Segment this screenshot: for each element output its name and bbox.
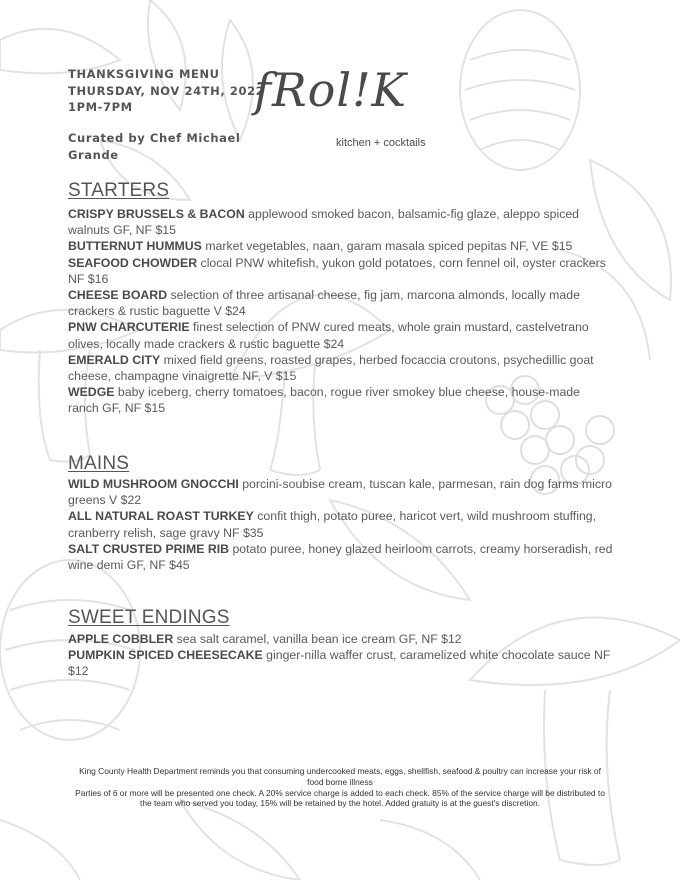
menu-item bbox=[68, 206, 613, 238]
menu-item bbox=[68, 352, 613, 384]
health-warning: King County Health Department reminds you that consuming undercooked meats, eggs, shellfish, seafood & poultry can increase your risk of food borne illness bbox=[79, 766, 601, 787]
logo-tagline: kitchen + cocktails bbox=[336, 137, 426, 149]
item-name: CHEESE BOARD bbox=[68, 288, 168, 303]
item-name: APPLE COBBLER bbox=[68, 632, 174, 646]
menu-item bbox=[68, 319, 613, 351]
item-description: finest selection of PNW cured meats, whole grain mustard, castelvetrano olives, locally made crackers & rustic baguette $24 bbox=[68, 320, 589, 351]
item-description: ginger-nilla waffer crust, caramelized white chocolate sauce NF $12 bbox=[68, 648, 611, 679]
menu-item bbox=[68, 631, 613, 647]
starters-list bbox=[68, 206, 613, 417]
chef-credit: Curated by Chef Michael Grande bbox=[68, 131, 241, 162]
item-name: WILD MUSHROOM GNOCCHI bbox=[68, 477, 239, 491]
item-description: potato puree, honey glazed heirloom carrots, creamy horseradish, red wine demi GF, NF $45 bbox=[68, 541, 613, 573]
item-description: mixed field greens, roasted grapes, herbed focaccia croutons, psychedillic goat cheese, champagne vinaigrette NF, V $15 bbox=[68, 352, 594, 384]
item-description: selection of three artisanal cheese, fig jam, marcona almonds, locally made crackers & rustic baguette V $24 bbox=[68, 288, 580, 319]
starters-heading: STARTERS bbox=[68, 180, 170, 201]
menu-item bbox=[68, 508, 613, 540]
sweet-endings-list bbox=[68, 631, 613, 680]
menu-item bbox=[68, 384, 613, 416]
item-name: ALL NATURAL ROAST TURKEY bbox=[68, 509, 254, 524]
item-name: SALT CRUSTED PRIME RIB bbox=[68, 541, 230, 556]
item-name: CRISPY BRUSSELS & BACON bbox=[68, 207, 245, 221]
event-header bbox=[68, 66, 264, 116]
item-description: porcini-soubise cream, tuscan kale, parmesan, rain dog farms micro greens V $22 bbox=[68, 477, 612, 508]
item-description: clocal PNW whitefish, yukon gold potatoes, corn fennel oil, oyster crackers NF $16 bbox=[68, 255, 606, 286]
item-name: BUTTERNUT HUMMUS bbox=[68, 239, 202, 254]
menu-item bbox=[68, 255, 613, 287]
mains-list bbox=[68, 476, 613, 573]
item-description: sea salt caramel, vanilla bean ice cream GF, NF $12 bbox=[176, 632, 462, 646]
sweet-endings-heading: SWEET ENDINGS bbox=[68, 607, 230, 628]
menu-item bbox=[68, 647, 613, 679]
item-description: confit thigh, potato puree, haricot vert, wild mushroom stuffing, cranberry relish, sage gravy NF $35 bbox=[68, 509, 597, 540]
item-description: baby iceberg, cherry tomatoes, bacon, rogue river smokey blue cheese, house-made ranch GF, NF $15 bbox=[68, 385, 580, 416]
mains-heading: MAINS bbox=[68, 453, 130, 474]
menu-item bbox=[68, 287, 613, 319]
menu-item bbox=[68, 238, 613, 254]
item-name: EMERALD CITY bbox=[68, 352, 161, 367]
menu-item bbox=[68, 476, 613, 508]
event-date: THURSDAY, NOV 24TH, 2022 bbox=[68, 83, 265, 98]
item-description: market vegetables, naan, garam masala spiced pepitas NF, VE $15 bbox=[205, 239, 573, 254]
item-name: SEAFOOD CHOWDER bbox=[68, 255, 198, 270]
restaurant-logo bbox=[254, 62, 434, 154]
item-name: WEDGE bbox=[68, 385, 115, 400]
menu-item bbox=[68, 541, 613, 573]
item-description: applewood smoked bacon, balsamic-fig glaze, aleppo spiced walnuts GF, NF $15 bbox=[68, 207, 580, 238]
item-name: PUMPKIN SPICED CHEESECAKE bbox=[68, 648, 263, 663]
item-name: PNW CHARCUTERIE bbox=[68, 320, 190, 335]
menu-title: THANKSGIVING MENU bbox=[68, 67, 220, 81]
gratuity-policy: Parties of 6 or more will be presented one check. A 20% service charge is added to each check. 85% of the service charge will be distributed to the team who served you today, 15% will be retained by the hotel. Added gratuity is at the guest's discretion. bbox=[75, 787, 605, 809]
footer-notice bbox=[70, 766, 610, 809]
logo-wordmark: fRol!K bbox=[254, 63, 407, 117]
event-hours: 1PM-7PM bbox=[68, 100, 133, 114]
